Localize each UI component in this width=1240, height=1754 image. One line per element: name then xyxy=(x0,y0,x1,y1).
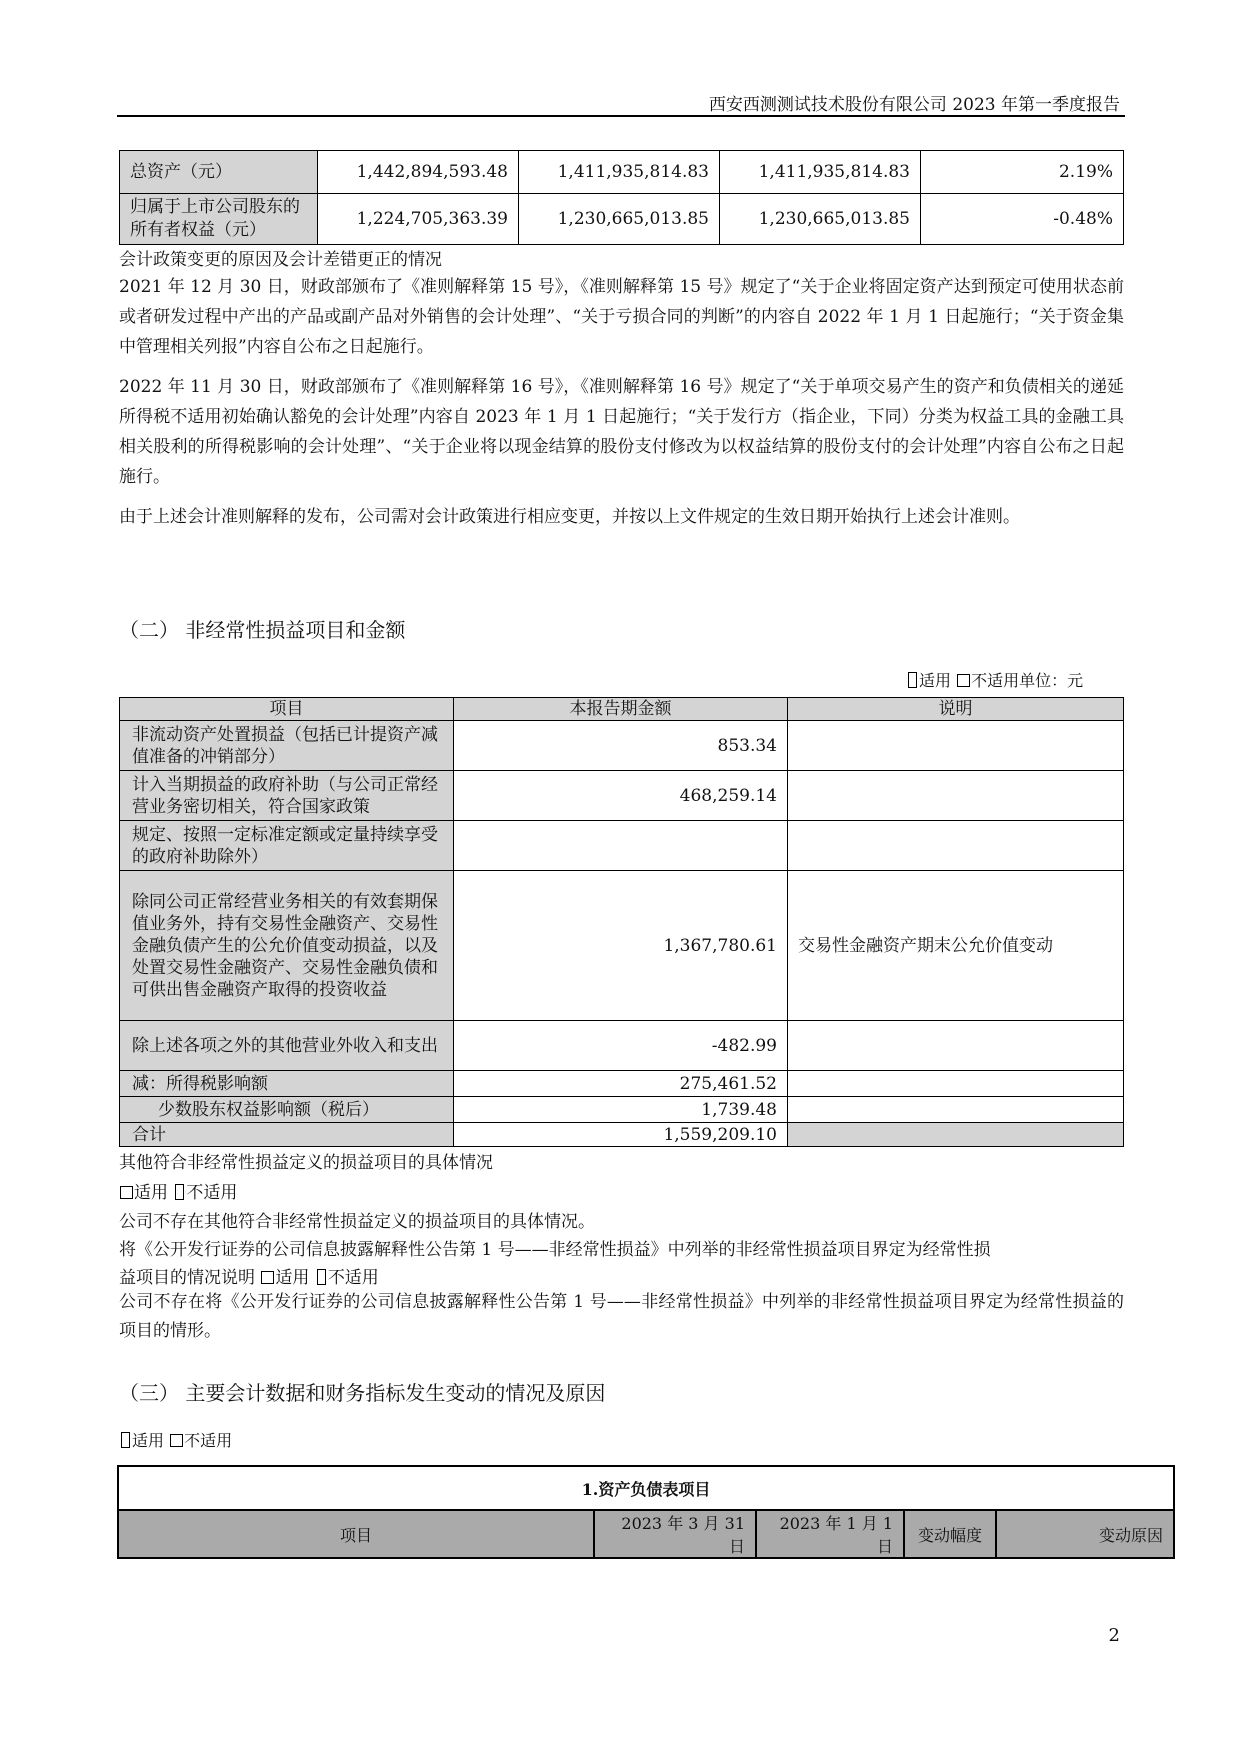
amount-cell: -482.99 xyxy=(454,1021,788,1071)
table-row xyxy=(120,721,1124,771)
other-items-heading: 其他符合非经常性损益定义的损益项目的具体情况 xyxy=(119,1153,493,1173)
item-cell: 减：所得税影响额 xyxy=(120,1071,454,1097)
item-cell: 除上述各项之外的其他营业外收入和支出 xyxy=(120,1021,454,1071)
note-cell: 交易性金融资产期末公允价值变动 xyxy=(788,871,1124,1021)
note-cell xyxy=(788,1097,1124,1123)
amount-cell: 1,739.48 xyxy=(454,1097,788,1123)
cell-value: 2.19% xyxy=(921,151,1124,194)
checked-checkbox-icon xyxy=(317,1269,326,1285)
column-header: 本报告期金额 xyxy=(454,698,788,721)
column-header: 2023 年 3 月 31 日 xyxy=(594,1510,756,1558)
item-cell: 规定、按照一定标准定额或定量持续享受的政府补助除外） xyxy=(120,821,454,871)
item-cell: 少数股东权益影响额（税后） xyxy=(120,1097,454,1123)
column-header: 项目 xyxy=(120,698,454,721)
table-row xyxy=(120,1021,1124,1071)
table-row xyxy=(120,151,1124,194)
table-title-row xyxy=(118,1466,1174,1510)
table-title: 1.资产负债表项目 xyxy=(118,1466,1174,1510)
cell-value: 1,230,665,013.85 xyxy=(720,194,921,245)
table-row xyxy=(120,1071,1124,1097)
amount-cell: 468,259.14 xyxy=(454,771,788,821)
amount-cell: 853.34 xyxy=(454,721,788,771)
column-header: 变动原因 xyxy=(996,1510,1174,1558)
unchecked-checkbox-icon xyxy=(957,674,970,687)
table-header-row xyxy=(120,698,1124,721)
table-row xyxy=(120,194,1124,245)
item-cell: 除同公司正常经营业务相关的有效套期保值业务外，持有交易性金融资产、交易性金融负债产生的公允价值变动损益，以及处置交易性金融资产、交易性金融负债和可供出售金融资产取得的投资收益 xyxy=(120,871,454,1021)
amount-cell: 1,367,780.61 xyxy=(454,871,788,1021)
reclass-text: 公司不存在将《公开发行证券的公司信息披露解释性公告第 1 号——非经常性损益》中列举的非经常性损益项目界定为经常性损益的项目的情形。 xyxy=(119,1292,1124,1341)
note-cell xyxy=(788,1071,1124,1097)
cell-value: 1,411,935,814.83 xyxy=(519,151,720,194)
checked-checkbox-icon xyxy=(908,672,917,688)
unchecked-checkbox-icon xyxy=(261,1271,274,1284)
nonrecurring-table xyxy=(119,697,1124,1147)
note-cell xyxy=(788,821,1124,871)
row-label: 总资产（元） xyxy=(120,151,318,194)
cell-value: 1,442,894,593.48 xyxy=(318,151,519,194)
column-header: 说明 xyxy=(788,698,1124,721)
cell-value: -0.48% xyxy=(921,194,1124,245)
amount-cell xyxy=(454,821,788,871)
page-number: 2 xyxy=(1108,1625,1120,1646)
header-rule xyxy=(117,115,1125,117)
note-cell xyxy=(788,721,1124,771)
policy-paragraph: 2021 年 12 月 30 日，财政部颁布了《准则解释第 15 号》，《准则解释第 15 号》规定了“关于企业将固定资产达到预定可使用状态前或者研发过程中产出的产品或副产品对外销售的会计处理”、“关于亏损合同的判断”的内容自 2022 年 1 月 1 日起施行；“关于资金集中管理相关列报”内容自公布之日起施行。 xyxy=(119,277,1124,357)
policy-heading: 会计政策变更的原因及会计差错更正的情况 xyxy=(119,250,442,270)
policy-paragraph: 2022 年 11 月 30 日，财政部颁布了《准则解释第 16 号》，《准则解释第 16 号》规定了“关于单项交易产生的资产和负债相关的递延所得税不适用初始确认豁免的会计处理”内容自 2023 年 1 月 1 日起施行；“关于发行方（指企业，下同）分类为权益工具的金融工具相关股利的所得税影响的会计处理”、“关于企业将以现金结算的股份支付修改为以权益结算的股份支付的会计处理”内容自公布之日起施行。 xyxy=(119,377,1124,487)
note-cell xyxy=(788,771,1124,821)
applicability-line: 适用 不适用 xyxy=(119,1428,232,1451)
column-header: 变动幅度 xyxy=(904,1510,996,1558)
policy-paragraph: 由于上述会计准则解释的发布，公司需对会计政策进行相应变更，并按以上文件规定的生效日期开始执行上述会计准则。 xyxy=(119,507,1020,527)
cell-value: 1,411,935,814.83 xyxy=(720,151,921,194)
table-row xyxy=(120,1097,1124,1123)
balance-summary-table xyxy=(119,150,1124,245)
table-row xyxy=(120,871,1124,1021)
note-cell xyxy=(788,1021,1124,1071)
row-label: 归属于上市公司股东的所有者权益（元） xyxy=(120,194,318,245)
item-cell: 计入当期损益的政府补助（与公司正常经营业务密切相关，符合国家政策 xyxy=(120,771,454,821)
reclass-line-2: 益项目的情况说明 适用 不适用 xyxy=(119,1268,379,1288)
other-items-text: 公司不存在其他符合非经常性损益定义的损益项目的具体情况。 xyxy=(119,1212,595,1232)
table-row xyxy=(120,821,1124,871)
other-items-checks: 适用 不适用 xyxy=(119,1178,237,1203)
reclass-line: 将《公开发行证券的公司信息披露解释性公告第 1 号——非经常性损益》中列举的非经常性损益项目界定为经常性损 xyxy=(119,1240,991,1260)
item-cell: 合计 xyxy=(120,1123,454,1147)
table-total-row xyxy=(120,1123,1124,1147)
column-header: 项目 xyxy=(118,1510,594,1558)
table-header-row xyxy=(118,1510,1174,1558)
item-cell: 非流动资产处置损益（包括已计提资产减值准备的冲销部分） xyxy=(120,721,454,771)
amount-cell: 275,461.52 xyxy=(454,1071,788,1097)
checked-checkbox-icon xyxy=(175,1184,184,1200)
table-row xyxy=(120,771,1124,821)
section-title-nonrecurring: （二） 非经常性损益项目和金额 xyxy=(119,618,406,642)
cell-value: 1,224,705,363.39 xyxy=(318,194,519,245)
amount-cell: 1,559,209.10 xyxy=(454,1123,788,1147)
balance-sheet-change-table xyxy=(117,1465,1175,1559)
cell-value: 1,230,665,013.85 xyxy=(519,194,720,245)
unchecked-checkbox-icon xyxy=(120,1186,133,1199)
applicability-line: 适用 不适用单位：元 xyxy=(906,668,1083,691)
section-title-changes: （三） 主要会计数据和财务指标发生变动的情况及原因 xyxy=(119,1381,606,1405)
unchecked-checkbox-icon xyxy=(170,1434,183,1447)
note-cell xyxy=(788,1123,1124,1147)
report-header-title: 西安西测测试技术股份有限公司 2023 年第一季度报告 xyxy=(708,95,1120,115)
column-header: 2023 年 1 月 1 日 xyxy=(756,1510,904,1558)
checked-checkbox-icon xyxy=(121,1432,130,1448)
